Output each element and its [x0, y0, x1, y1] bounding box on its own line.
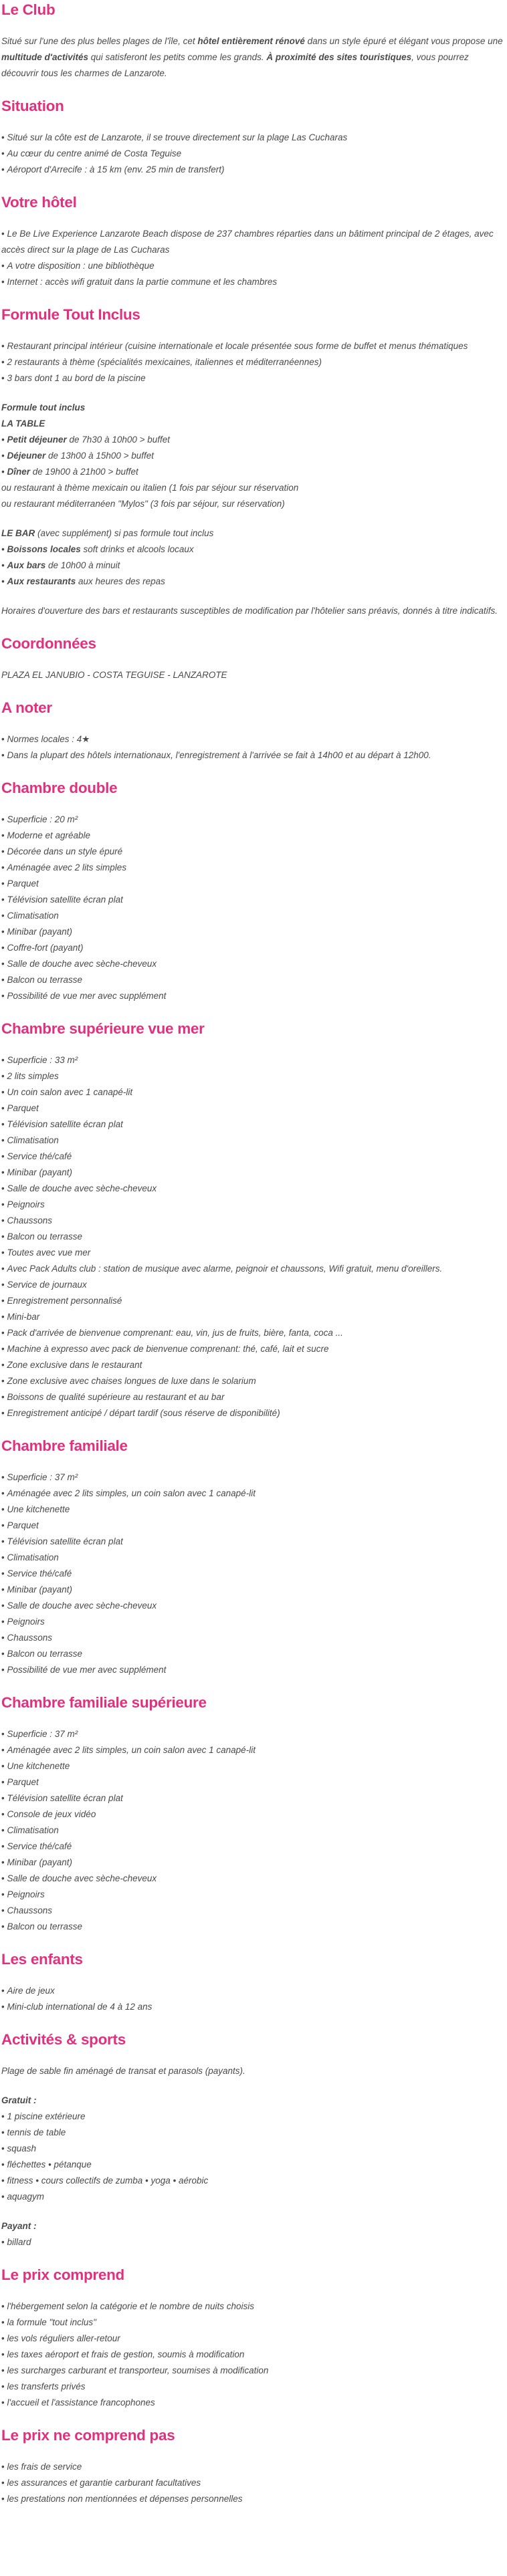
- list-item: • Internet : accès wifi gratuit dans la partie commune et les chambres: [1, 274, 503, 290]
- list-item: • Chaussons: [1, 1630, 503, 1646]
- section-title-activites: Activités & sports: [1, 2031, 126, 2048]
- section-title-prix-ne-comprend: Le prix ne comprend pas: [1, 2427, 175, 2444]
- formule-table-block: [1, 400, 503, 512]
- list-item: • Superficie : 37 m²: [1, 1726, 503, 1742]
- prix-ne-comprend-list: [1, 2459, 503, 2507]
- list-item: • Climatisation: [1, 1550, 503, 1566]
- list-item: • Chaussons: [1, 1213, 503, 1229]
- list-item: • Service thé/café: [1, 1149, 503, 1165]
- list-item: • Console de jeux vidéo: [1, 1806, 503, 1823]
- list-item: • Une kitchenette: [1, 1758, 503, 1774]
- list-item: • Service de journaux: [1, 1277, 503, 1293]
- list-item: • Enregistrement personnalisé: [1, 1293, 503, 1309]
- list-item: • Le Be Live Experience Lanzarote Beach dispose de 237 chambres réparties dans un bâtiment principal de 2 étages, avec accès direct sur la plage de Las Cucharas: [1, 226, 503, 258]
- list-item: • Une kitchenette: [1, 1502, 503, 1518]
- list-item: • Superficie : 33 m²: [1, 1052, 503, 1068]
- list-item: • billard: [1, 2234, 503, 2250]
- list-item: • Peignoirs: [1, 1887, 503, 1903]
- list-item: • Aéroport d'Arrecife : à 15 km (env. 25 min de transfert): [1, 162, 503, 178]
- section-title-a-noter: A noter: [1, 699, 52, 716]
- section-title-le-club: Le Club: [1, 1, 56, 18]
- list-item: • Zone exclusive dans le restaurant: [1, 1357, 503, 1373]
- list-item: • l'hébergement selon la catégorie et le nombre de nuits choisis: [1, 2299, 503, 2315]
- bar-aux-restaurants: • Aux restaurants aux heures des repas: [1, 576, 165, 586]
- list-item: • tennis de table: [1, 2125, 503, 2141]
- gratuit-list: [1, 2109, 503, 2205]
- enfants-list: [1, 1983, 503, 2015]
- list-item: • 1 piscine extérieure: [1, 2109, 503, 2125]
- list-item: • les vols réguliers aller-retour: [1, 2331, 503, 2347]
- bar-aux-bars: • Aux bars de 10h00 à minuit: [1, 560, 120, 570]
- list-item: • Service thé/café: [1, 1839, 503, 1855]
- list-item: • Peignoirs: [1, 1197, 503, 1213]
- list-item: • les surcharges carburant et transporteur, soumises à modification: [1, 2363, 503, 2379]
- list-item: • la formule "tout inclus": [1, 2315, 503, 2331]
- section-title-coordonnees: Coordonnées: [1, 635, 96, 652]
- list-item: • Moderne et agréable: [1, 828, 503, 844]
- section-title-prix-comprend: Le prix comprend: [1, 2266, 124, 2283]
- bar-boissons: • Boissons locales soft drinks et alcools locaux: [1, 544, 194, 554]
- chambre-superieure-list: [1, 1052, 503, 1421]
- list-item: • Aménagée avec 2 lits simples, un coin salon avec 1 canapé-lit: [1, 1486, 503, 1502]
- meal-diner: • Dîner de 19h00 à 21h00 > buffet: [1, 467, 138, 477]
- list-item: • Un coin salon avec 1 canapé-lit: [1, 1084, 503, 1100]
- section-title-enfants: Les enfants: [1, 1951, 83, 1968]
- list-item: • Enregistrement anticipé / départ tardif (sous réserve de disponibilité): [1, 1405, 503, 1421]
- list-item: • Parquet: [1, 876, 503, 892]
- list-item: • Parquet: [1, 1518, 503, 1534]
- list-item: • Balcon ou terrasse: [1, 1919, 503, 1935]
- bar-heading: LE BAR (avec supplément) si pas formule tout inclus: [1, 528, 214, 538]
- section-title-chambre-superieure: Chambre supérieure vue mer: [1, 1020, 205, 1037]
- list-item: • Mini-club international de 4 à 12 ans: [1, 1999, 503, 2015]
- list-item: • Dans la plupart des hôtels internationaux, l'enregistrement à l'arrivée se fait à 14h00 et au départ à 12h00.: [1, 747, 503, 764]
- formule-list: [1, 338, 503, 386]
- list-item: • 3 bars dont 1 au bord de la piscine: [1, 370, 503, 386]
- chambre-double-list: [1, 812, 503, 1004]
- list-item: • Normes locales : 4★: [1, 731, 503, 747]
- list-item: • Peignoirs: [1, 1614, 503, 1630]
- list-item: • fléchettes • pétanque: [1, 2157, 503, 2173]
- list-item: • Toutes avec vue mer: [1, 1245, 503, 1261]
- prix-comprend-list: [1, 2299, 503, 2411]
- payant-list: [1, 2234, 503, 2250]
- list-item: • Salle de douche avec sèche-cheveux: [1, 1871, 503, 1887]
- list-item: • les assurances et garantie carburant facultatives: [1, 2475, 503, 2491]
- list-item: • squash: [1, 2141, 503, 2157]
- payant-block: [1, 2218, 503, 2250]
- list-item: • les prestations non mentionnées et dépenses personnelles: [1, 2491, 503, 2507]
- address-text: PLAZA EL JANUBIO - COSTA TEGUISE - LANZAROTE: [1, 670, 227, 680]
- formule-bar-block: [1, 525, 503, 590]
- list-item: • Restaurant principal intérieur (cuisine internationale et locale présentée sous forme de buffet et menus thématiques: [1, 338, 503, 354]
- table-heading: LA TABLE: [1, 419, 45, 429]
- list-item: • Au cœur du centre animé de Costa Teguise: [1, 146, 503, 162]
- meal-dejeuner: • Déjeuner de 13h00 à 15h00 > buffet: [1, 451, 155, 461]
- list-item: • Télévision satellite écran plat: [1, 1534, 503, 1550]
- list-item: • Pack d'arrivée de bienvenue comprenant: eau, vin, jus de fruits, bière, fanta, coca ...: [1, 1325, 503, 1341]
- list-item: • Télévision satellite écran plat: [1, 1117, 503, 1133]
- activites-intro: Plage de sable fin aménagé de transat et parasols (payants).: [1, 2066, 245, 2076]
- list-item: • Climatisation: [1, 1823, 503, 1839]
- list-item: • Télévision satellite écran plat: [1, 1790, 503, 1806]
- list-item: • Superficie : 37 m²: [1, 1470, 503, 1486]
- list-item: • les taxes aéroport et frais de gestion, soumis à modification: [1, 2347, 503, 2363]
- list-item: • Salle de douche avec sèche-cheveux: [1, 956, 503, 972]
- list-item: • Balcon ou terrasse: [1, 1229, 503, 1245]
- list-item: • Aménagée avec 2 lits simples: [1, 860, 503, 876]
- gratuit-label: Gratuit :: [1, 2095, 37, 2105]
- list-item: • Climatisation: [1, 1133, 503, 1149]
- payant-label: Payant :: [1, 2221, 37, 2231]
- chambre-familiale-list: [1, 1470, 503, 1678]
- ti-heading: Formule tout inclus: [1, 402, 86, 413]
- theme-line-1: ou restaurant à thème mexicain ou italien (1 fois par séjour sur réservation: [1, 483, 299, 493]
- section-title-formule: Formule Tout Inclus: [1, 306, 140, 323]
- list-item: • Salle de douche avec sèche-cheveux: [1, 1181, 503, 1197]
- section-title-situation: Situation: [1, 98, 64, 114]
- a-noter-list: [1, 731, 503, 764]
- list-item: • Boissons de qualité supérieure au restaurant et au bar: [1, 1389, 503, 1405]
- meal-petit-dejeuner: • Petit déjeuner de 7h30 à 10h00 > buffet: [1, 435, 171, 445]
- list-item: • les frais de service: [1, 2459, 503, 2475]
- section-title-chambre-familiale-superieure: Chambre familiale supérieure: [1, 1694, 207, 1711]
- list-item: • Mini-bar: [1, 1309, 503, 1325]
- list-item: • Salle de douche avec sèche-cheveux: [1, 1598, 503, 1614]
- list-item: • Superficie : 20 m²: [1, 812, 503, 828]
- list-item: • Service thé/café: [1, 1566, 503, 1582]
- list-item: • Zone exclusive avec chaises longues de luxe dans le solarium: [1, 1373, 503, 1389]
- list-item: • Minibar (payant): [1, 1582, 503, 1598]
- chambre-familiale-superieure-list: [1, 1726, 503, 1935]
- list-item: • Coffre-fort (payant): [1, 940, 503, 956]
- list-item: • Possibilité de vue mer avec supplément: [1, 1662, 503, 1678]
- list-item: • Avec Pack Adults club : station de musique avec alarme, peignoir et chaussons, Wifi gratuit, menu d'oreillers.: [1, 1261, 503, 1277]
- list-item: • Minibar (payant): [1, 1165, 503, 1181]
- le-club-paragraph: Situé sur l'une des plus belles plages de l'île, cet hôtel entièrement rénové dans un style épuré et élégant vous propose une multitude d'activités qui satisferont les petits comme les grands. À proximité des sites touristiques, vous pourrez découvrir tous les charmes de Lanzarote.: [1, 36, 503, 78]
- gratuit-block: [1, 2093, 503, 2205]
- list-item: • Possibilité de vue mer avec supplément: [1, 988, 503, 1004]
- list-item: • Situé sur la côte est de Lanzarote, il se trouve directement sur la plage Las Cucharas: [1, 130, 503, 146]
- list-item: • l'accueil et l'assistance francophones: [1, 2395, 503, 2411]
- section-title-votre-hotel: Votre hôtel: [1, 194, 77, 211]
- list-item: • Aire de jeux: [1, 1983, 503, 1999]
- list-item: • 2 lits simples: [1, 1068, 503, 1084]
- list-item: • Télévision satellite écran plat: [1, 892, 503, 908]
- list-item: • Minibar (payant): [1, 1855, 503, 1871]
- list-item: • Minibar (payant): [1, 924, 503, 940]
- list-item: • aquagym: [1, 2189, 503, 2205]
- list-item: • Climatisation: [1, 908, 503, 924]
- theme-line-2: ou restaurant méditerranéen "Mylos" (3 fois par séjour, sur réservation): [1, 499, 285, 509]
- section-title-chambre-double: Chambre double: [1, 780, 118, 796]
- list-item: • Machine à expresso avec pack de bienvenue comprenant: thé, café, lait et sucre: [1, 1341, 503, 1357]
- list-item: • A votre disposition : une bibliothèque: [1, 258, 503, 274]
- list-item: • Aménagée avec 2 lits simples, un coin salon avec 1 canapé-lit: [1, 1742, 503, 1758]
- list-item: • les transferts privés: [1, 2379, 503, 2395]
- situation-list: [1, 130, 503, 178]
- list-item: • Chaussons: [1, 1903, 503, 1919]
- section-title-chambre-familiale: Chambre familiale: [1, 1437, 128, 1454]
- list-item: • Décorée dans un style épuré: [1, 844, 503, 860]
- list-item: • fitness • cours collectifs de zumba • yoga • aérobic: [1, 2173, 503, 2189]
- list-item: • 2 restaurants à thème (spécialités mexicaines, italiennes et méditerranéennes): [1, 354, 503, 370]
- formule-note: Horaires d'ouverture des bars et restaurants susceptibles de modification par l'hôtelier sans préavis, donnés à titre indicatifs.: [1, 606, 498, 616]
- list-item: • Parquet: [1, 1774, 503, 1790]
- votre-hotel-list: [1, 226, 503, 290]
- list-item: • Balcon ou terrasse: [1, 1646, 503, 1662]
- list-item: • Parquet: [1, 1100, 503, 1117]
- list-item: • Balcon ou terrasse: [1, 972, 503, 988]
